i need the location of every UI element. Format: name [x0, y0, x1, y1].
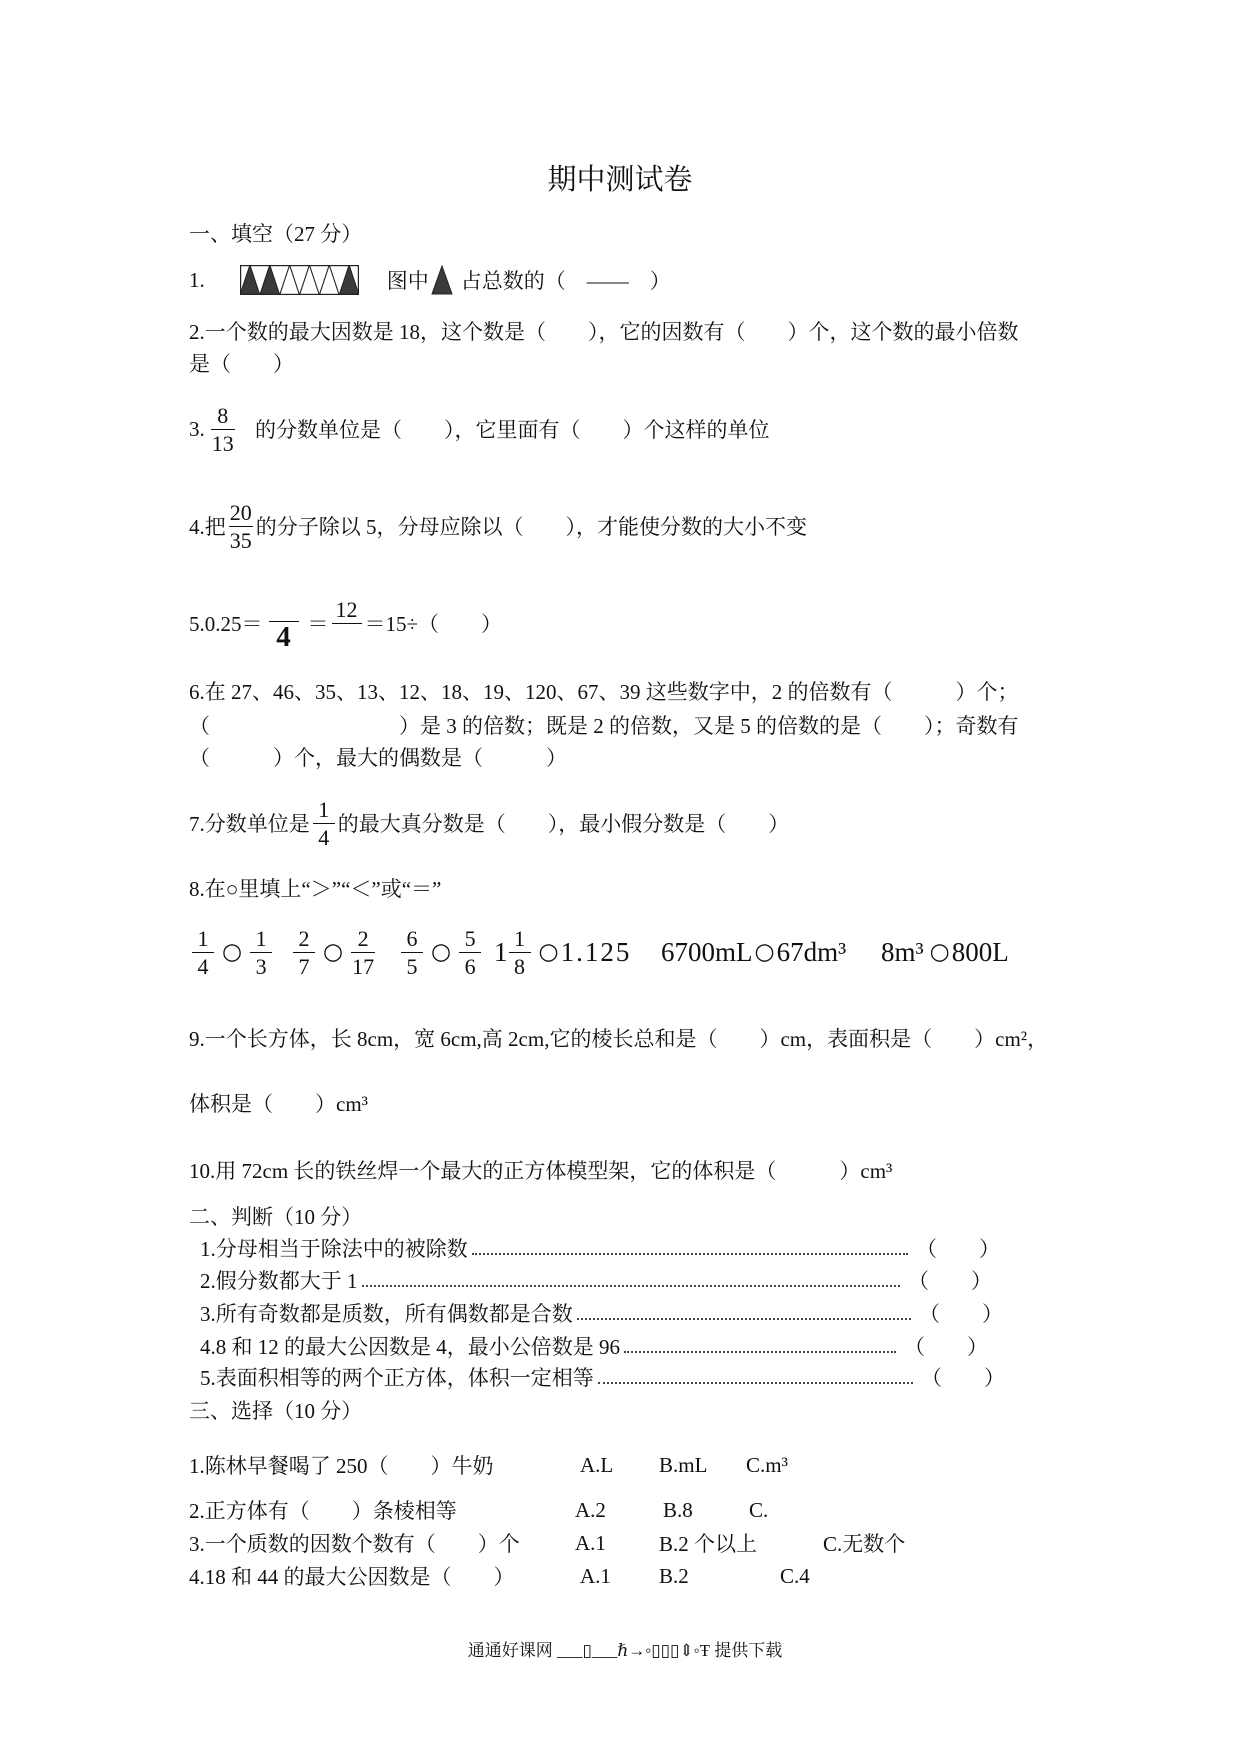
- denominator: 4: [318, 824, 330, 850]
- question-6-line-2: （ ）是 3 的倍数；既是 2 的倍数，又是 5 的倍数的是（ ）；奇数有: [189, 714, 1019, 738]
- denominator-blank: [332, 624, 362, 651]
- answer-blank: （ ）: [916, 1237, 1000, 1261]
- question-text: 5.0.25＝: [189, 612, 263, 636]
- question-text: 图中: [386, 269, 429, 293]
- choice-option-b: B.2 个以上: [659, 1532, 758, 1556]
- compare-circle: ○: [929, 939, 950, 965]
- answer-blank: （ ）: [904, 1335, 988, 1359]
- judgment-text: 2.假分数都大于 1: [200, 1269, 358, 1293]
- denominator: 4: [197, 953, 209, 979]
- comparison-3: [398, 920, 484, 984]
- denominator: 5: [406, 953, 418, 979]
- numerator: 20: [229, 499, 252, 525]
- choice-option-b: B.8: [663, 1497, 693, 1522]
- volume-value: 6700mL: [661, 936, 753, 967]
- numerator: 12: [335, 596, 358, 622]
- fraction: [250, 925, 272, 980]
- denominator: 6: [464, 953, 476, 979]
- fraction: [313, 796, 335, 851]
- numerator: 8: [217, 402, 229, 428]
- fraction: [401, 925, 423, 980]
- denominator: 3: [255, 953, 267, 979]
- fraction: [509, 925, 531, 980]
- answer-blank: （ ）: [921, 1366, 1005, 1390]
- question-number: 3.: [189, 416, 205, 441]
- judgment-text: 5.表面积相等的两个正方体，体积一定相等: [200, 1366, 594, 1390]
- comparison-2: [290, 920, 378, 984]
- section-heading-true-false: 二、判断（10 分）: [189, 1205, 363, 1229]
- judgment-text: 1.分母相当于除法中的被除数: [200, 1237, 468, 1261]
- choice-option-a: A.1: [580, 1563, 611, 1588]
- judgment-text: 4.8 和 12 的最大公因数是 4，最小公倍数是 96: [200, 1335, 620, 1359]
- fraction: [269, 594, 299, 652]
- choice-option-a: A.2: [575, 1497, 606, 1522]
- question-4: [189, 494, 807, 558]
- question-9-line-1: 9.一个长方体，长 8cm，宽 6cm,高 2cm,它的棱长总和是（ ）cm，表面积是（ ）cm²，: [189, 1027, 1049, 1051]
- volume-value: 8m³: [881, 936, 924, 967]
- question-text: ＝15÷（ ）: [364, 612, 503, 636]
- question-10: 10.用 72cm 长的铁丝焊一个最大的正方体模型架，它的体积是（ ）cm³: [189, 1159, 893, 1183]
- fraction: [459, 925, 481, 980]
- numerator: 6: [406, 925, 418, 951]
- choice-option-c: C.m³: [746, 1452, 788, 1477]
- mixed-number-whole: 1: [494, 936, 508, 967]
- comparison-1: [189, 920, 275, 984]
- numerator: 1: [197, 925, 209, 951]
- choice-item-4: [189, 1544, 889, 1608]
- compare-circle: ○: [323, 939, 344, 965]
- choice-question: 1.陈林早餐喝了 250（ ）牛奶: [189, 1454, 494, 1478]
- choice-option-c: C.: [749, 1497, 769, 1522]
- answer-blank: （ ）: [908, 1269, 992, 1293]
- section-heading-choice: 三、选择（10 分）: [189, 1399, 363, 1423]
- numerator: 2: [298, 925, 310, 951]
- question-9-line-2: 体积是（ ）cm³: [189, 1092, 368, 1116]
- question-2-line-1: 2.一个数的最大因数是 18，这个数是（ ），它的因数有（ ）个，这个数的最小倍数: [189, 320, 1019, 344]
- choice-option-a: A.L: [580, 1452, 614, 1477]
- judgment-text: 3.所有奇数都是质数，所有偶数都是合数: [200, 1302, 573, 1326]
- question-6-line-3: （ ）个，最大的偶数是（ ）: [189, 746, 567, 770]
- fraction: [332, 596, 362, 651]
- numerator: 2: [357, 925, 369, 951]
- denominator: 4: [276, 621, 291, 653]
- denominator: 35: [229, 527, 252, 553]
- denominator: 8: [514, 953, 525, 979]
- numerator: 1: [255, 925, 267, 951]
- question-text: 占总数的（ —— ）: [460, 269, 671, 293]
- question-number: 1.: [189, 267, 205, 292]
- question-8: 8.在○里填上“＞”“＜”或“＝”: [189, 877, 442, 901]
- choice-question: 4.18 和 44 的最大公因数是（ ）: [189, 1565, 515, 1589]
- question-text: 的分子除以 5，分母应除以（ ），才能使分数的大小不变: [255, 515, 807, 539]
- choice-option-b: B.2: [659, 1563, 689, 1588]
- fraction: [351, 925, 375, 980]
- compare-circle: ○: [222, 939, 243, 965]
- choice-option-c: C.4: [780, 1563, 810, 1588]
- denominator: 7: [298, 953, 310, 979]
- page-footer: 通通好课网 ___▯___ℏ→◦▯▯▯⇕◦Ŧ 提供下载: [467, 1641, 783, 1660]
- denominator: 17: [352, 953, 375, 979]
- question-3: [189, 397, 770, 461]
- volume-value: 67dm³: [776, 936, 847, 967]
- choice-option-a: A.1: [575, 1530, 606, 1555]
- compare-circle: ○: [431, 939, 452, 965]
- question-5: [189, 591, 502, 655]
- question-7: [189, 791, 789, 855]
- denominator: 13: [211, 430, 234, 456]
- question-text: 7.分数单位是: [189, 812, 310, 836]
- compare-circle: ○: [754, 939, 775, 965]
- question-text: 4.把: [189, 515, 226, 539]
- fraction: [211, 402, 235, 457]
- choice-option-c: C.无数个: [823, 1532, 906, 1556]
- fraction: [192, 925, 214, 980]
- equals-sign: ＝: [307, 612, 329, 636]
- question-text: 的分数单位是（ ），它里面有（ ）个这样的单位: [249, 418, 770, 442]
- comparison-6: [881, 920, 1009, 984]
- decimal-value: 1.125: [560, 936, 632, 967]
- shaded-triangle-icon: [431, 265, 453, 295]
- question-6-line-1: 6.在 27、46、35、13、12、18、19、120、67、39 这些数字中，2 的倍数有（ ）个；: [189, 680, 1019, 704]
- fraction: [229, 499, 253, 554]
- choice-question: 2.正方体有（ ）条棱相等: [189, 1499, 457, 1523]
- fraction: [293, 925, 315, 980]
- numerator: 1: [318, 796, 330, 822]
- question-2-line-2: 是（ ）: [189, 352, 294, 376]
- question-text: 的最大真分数是（ ），最小假分数是（ ）: [337, 812, 790, 836]
- volume-value: 800L: [951, 936, 1009, 967]
- triangle-strip-figure: [240, 265, 359, 295]
- comparison-5: [661, 920, 846, 984]
- numerator-blank: [269, 594, 299, 621]
- page-title: 期中测试卷: [547, 164, 693, 196]
- dot-leader: [598, 1382, 913, 1384]
- choice-question: 3.一个质数的因数个数有（ ）个: [189, 1532, 520, 1556]
- choice-option-b: B.mL: [659, 1452, 708, 1477]
- numerator: 5: [464, 925, 476, 951]
- compare-circle: ○: [538, 939, 559, 965]
- comparison-row: [189, 920, 1089, 984]
- comparison-4: [494, 920, 631, 984]
- answer-blank: （ ）: [919, 1302, 1003, 1326]
- numerator: 1: [514, 925, 525, 951]
- section-heading-fill-in: 一、填空（27 分）: [189, 222, 363, 246]
